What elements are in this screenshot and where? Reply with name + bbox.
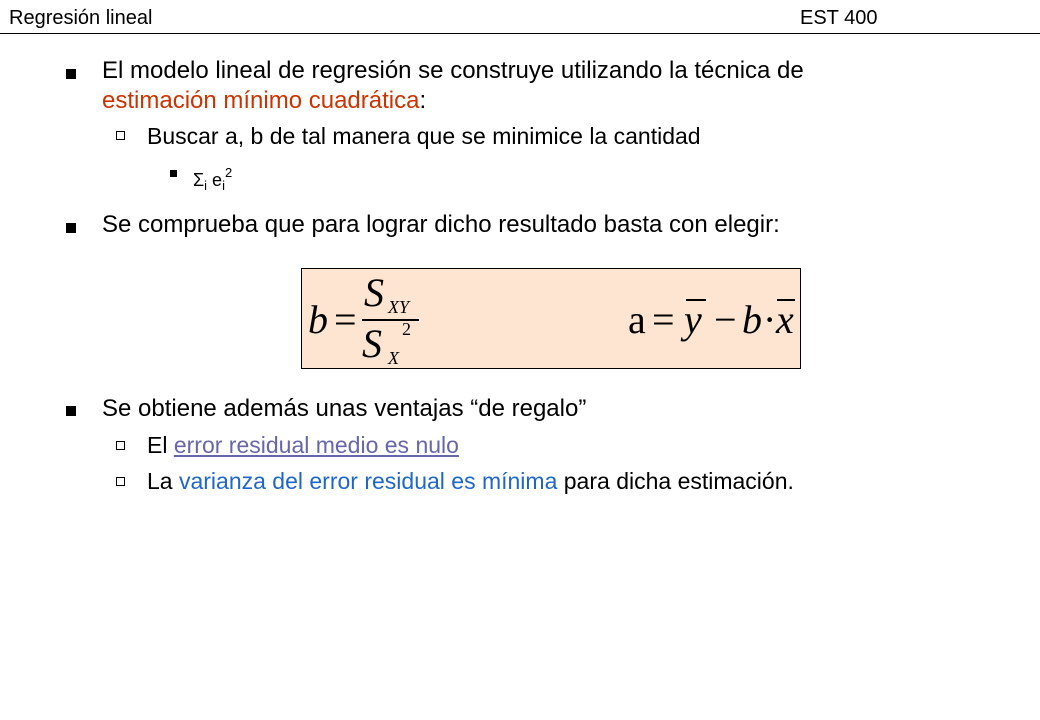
formula-a: a [628, 297, 646, 342]
formula-dot: · [763, 297, 777, 342]
bullet-2: Se comprueba que para lograr dicho resultado basta con elegir: [102, 211, 780, 238]
bullet-small-square-icon [170, 170, 177, 177]
formula-equals-2: = [652, 297, 675, 342]
formula-x: x [776, 297, 794, 342]
variance-highlight: varianza del error residual es mínima [178, 468, 558, 494]
formula-y: y [684, 297, 702, 342]
bullet-hollow-square-icon [116, 131, 125, 140]
header-course: EST 400 [800, 7, 878, 29]
sub1-prefix: El [147, 432, 174, 458]
superscript-2: 2 [224, 165, 233, 180]
formula-minus: − [714, 297, 737, 342]
header-title: Regresión lineal [9, 7, 153, 29]
formula-num-sub: XY [388, 297, 410, 317]
bullet-hollow-square-icon [116, 477, 125, 486]
bullet-square-icon [66, 406, 76, 416]
bullet-square-icon [66, 69, 76, 79]
formula-b: b [308, 297, 328, 342]
bullet-square-icon [66, 223, 76, 233]
bullet-1-sub: Buscar a, b de tal manera que se minimice la cantidad [147, 123, 701, 149]
highlight-term: estimación mínimo cuadrática [102, 87, 420, 114]
residual-mean-link[interactable]: error residual medio es nulo [173, 432, 459, 458]
formula-svg [302, 269, 799, 367]
subscript-i-2: i [222, 178, 225, 193]
bullet-1-line-1: El modelo lineal de regresión se construye utilizando la técnica de [102, 57, 804, 84]
formula-box [301, 268, 801, 369]
colon: : [419, 87, 427, 114]
bullet-1-line-2 [102, 86, 426, 116]
formula-den-sub: X [388, 348, 399, 367]
sub2-prefix: La [147, 468, 179, 494]
sigma-symbol: Σ [193, 170, 205, 190]
bullet-3-sub-1 [147, 432, 459, 458]
bullet-3: Se obtiene además unas ventajas “de regalo” [102, 395, 587, 422]
e-symbol: e [212, 170, 223, 190]
subscript-i: i [204, 178, 208, 193]
header-rule [0, 33, 1040, 34]
slide-header [0, 0, 1040, 34]
formula-den-s: S [362, 321, 382, 366]
formula-b-2: b [742, 297, 762, 342]
bullet-3-sub-2 [147, 468, 794, 494]
sum-of-squared-residuals [193, 160, 232, 199]
sub2-suffix: para dicha estimación. [557, 468, 794, 494]
formula-equals: = [334, 297, 357, 342]
formula-num-s: S [364, 270, 384, 315]
bullet-hollow-square-icon [116, 441, 125, 450]
formula-den-sup: 2 [402, 319, 411, 339]
